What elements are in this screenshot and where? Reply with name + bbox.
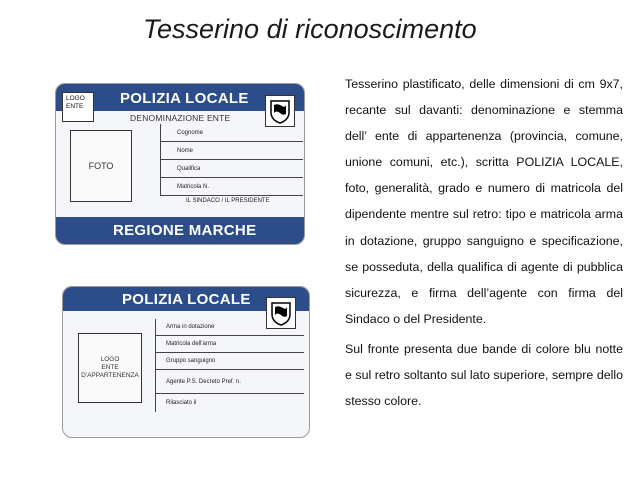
back-header-title: POLIZIA LOCALE — [122, 291, 251, 308]
back-field-grid — [155, 319, 304, 412]
front-header-title: POLIZIA LOCALE — [120, 90, 249, 107]
front-id-card — [55, 83, 305, 245]
back-field-ps-decree: Agente P.S. Decreto Pref. n. — [156, 370, 304, 394]
back-field-weapon-serial: Matricola dell'arma — [156, 336, 304, 353]
description-text — [345, 71, 623, 414]
front-logo-box: LOGO ENTE — [62, 92, 94, 122]
photo-label: FOTO — [88, 161, 114, 171]
paragraph-2: Sul fronte presenta due bande di colore blu notte e sul retro soltanto sul lato superiore, sempre dello stesso colore. — [345, 341, 623, 409]
back-field-weapon: Arma in dotazione — [156, 319, 304, 336]
back-field-issued: Rilasciato il — [166, 400, 197, 406]
slide-title: Tesserino di riconoscimento — [143, 14, 477, 44]
front-field-grid — [160, 124, 303, 196]
front-field-badge-number: Matricola N. — [161, 178, 303, 196]
back-logo-label: LOGO ENTE D'APPARTENENZA — [81, 356, 139, 379]
front-field-qualification: Qualifica — [161, 160, 303, 178]
front-department-label: DENOMINAZIONE ENTE — [130, 113, 231, 123]
paragraph-1: Tesserino plastificato, delle dimensioni di cm 9x7, recante sul davanti: denominazione e stemma dell’ ente di appartenenza (provincia, comune, unione comuni, etc.), scritta POLIZIA LOCALE, foto, generalità, grado e numero di matricola del dipendente mentre sul retro: tipo e matricola arma in dotazione, gruppo sanguigno e specificazione, se posseduta, della qualifica di agente di pubblica sicurezza, e firma dell’agente con firma del Sindaco o del Presidente. — [345, 77, 623, 326]
front-field-name: Nome — [161, 142, 303, 160]
front-field-surname: Cognome — [161, 124, 303, 142]
back-field-blood-group: Gruppo sanguigno — [156, 353, 304, 370]
front-footer-title: REGIONE MARCHE — [113, 222, 257, 239]
coat-of-arms-icon — [265, 95, 295, 127]
front-signature-label: IL SINDACO / IL PRESIDENTE — [186, 198, 270, 204]
front-photo-box — [70, 130, 132, 202]
back-logo-box — [78, 333, 142, 403]
back-id-card — [62, 286, 310, 438]
